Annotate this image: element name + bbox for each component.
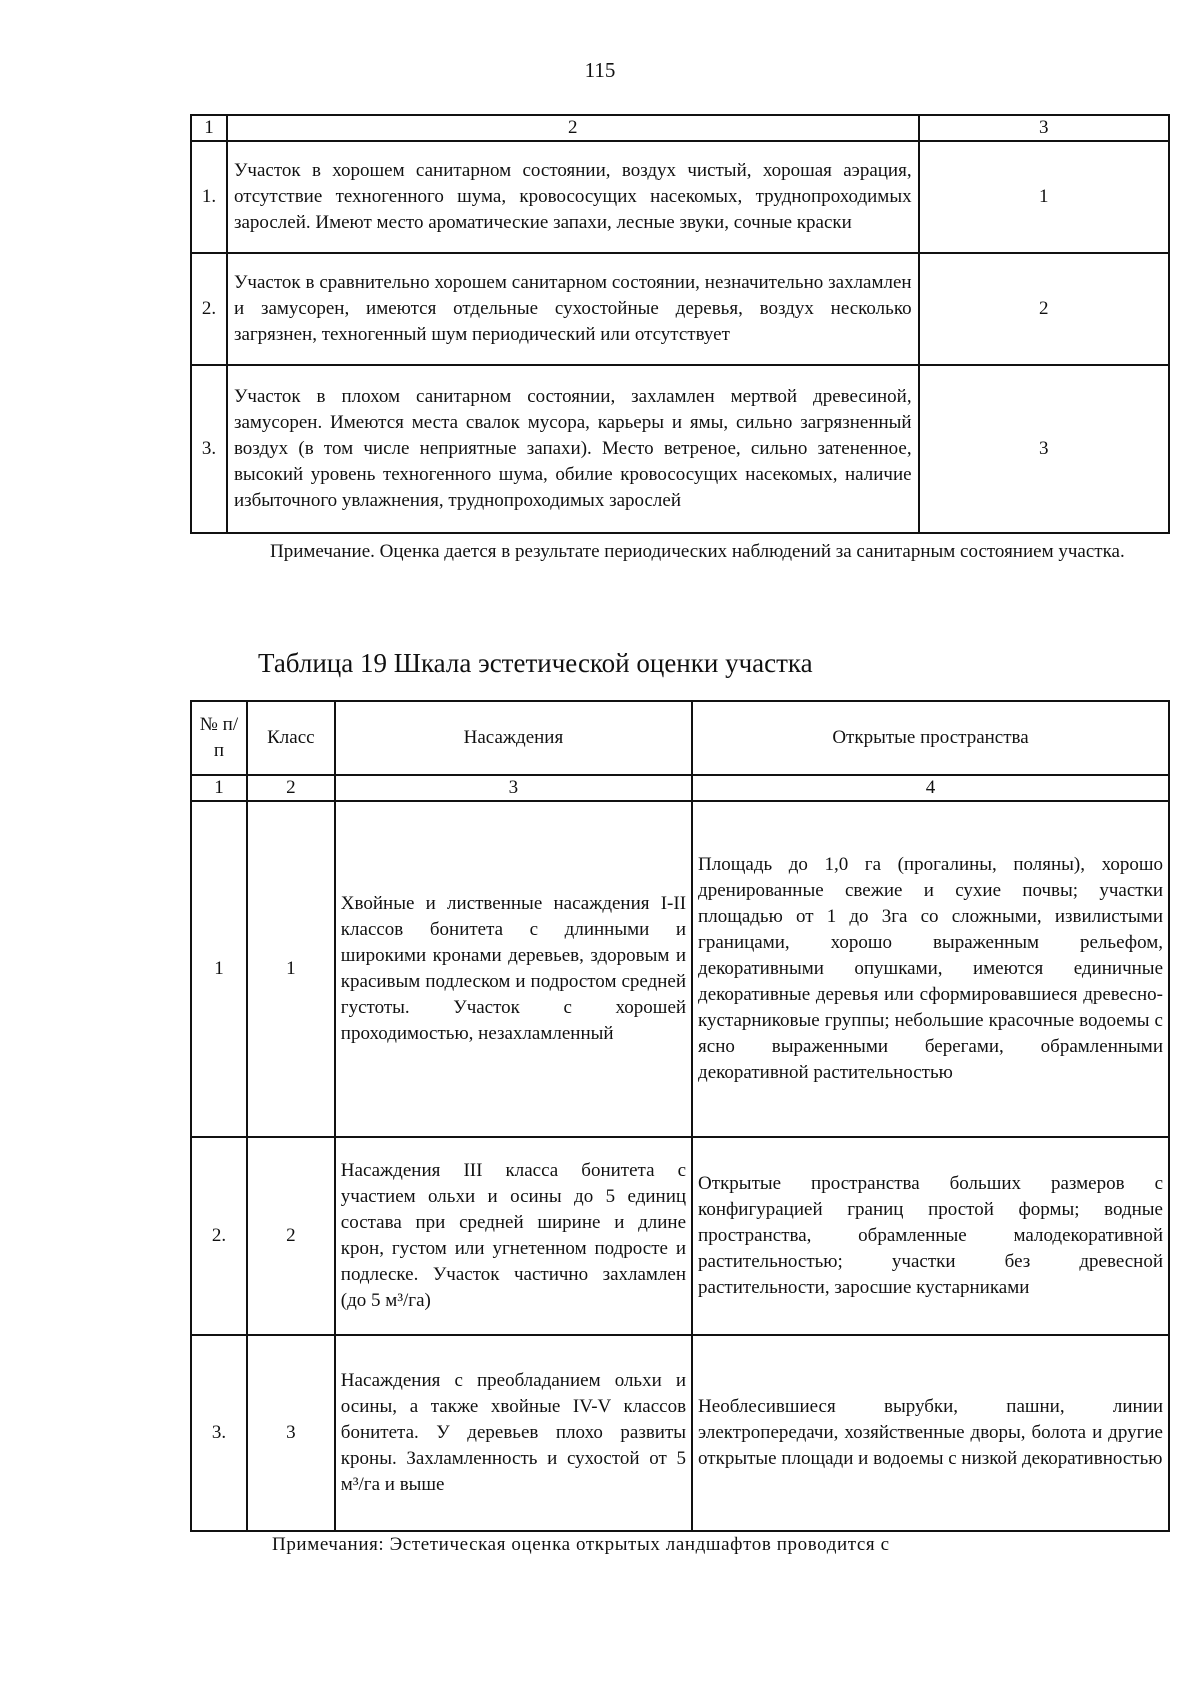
row-number: 1. <box>191 141 227 253</box>
table-row <box>191 253 1169 365</box>
table-caption: Таблица 19 Шкала эстетической оценки участка <box>258 648 813 678</box>
row-description: Участок в сравнительно хорошем санитарном состоянии, незначительно захламлен и замусорен, имеются отдельные сухостойные деревья, воздух несколько загрязнен, техногенный шум периодический или отсутствует <box>227 253 919 365</box>
table-row <box>191 365 1169 533</box>
index-cell: 3 <box>335 775 692 801</box>
table-row <box>191 141 1169 253</box>
sanitary-table <box>190 114 1170 534</box>
index-cell: 1 <box>191 775 247 801</box>
row-description: Участок в плохом санитарном состоянии, захламлен мертвой древесиной, замусорен. Имеются места свалок мусора, карьеры и ямы, сильно загрязненный воздух (в том числе неприятные запахи). Место ветреное, сильно затененное, высокий уровень техногенного шума, обилие кровососущих насекомых, наличие избыточного увлажнения, труднопроходимых зарослей <box>227 365 919 533</box>
header-class: Класс <box>247 701 335 775</box>
row-description: Участок в хорошем санитарном состоянии, воздух чистый, хорошая аэрация, отсутствие техногенного шума, кровососущих насекомых, труднопроходимых зарослей. Имеют место ароматические запахи, лесные звуки, сочные краски <box>227 141 919 253</box>
row-plantings: Насаждения с преобладанием ольхи и осины, а также хвойные IV-V классов бонитета. У деревьев плохо развиты кроны. Захламленность и сухостой от 5 м³/га и выше <box>335 1335 692 1531</box>
index-cell: 4 <box>692 775 1169 801</box>
row-number: 2. <box>191 253 227 365</box>
table-row <box>191 801 1169 1137</box>
row-plantings: Насаждения III класса бонитета с участием ольхи и осины до 5 единиц состава при средней ширине и длине крон, густом или угнетенном подросте и подлеске. Участок частично захламлен (до 5 м³/га) <box>335 1137 692 1335</box>
row-score: 2 <box>919 253 1169 365</box>
table-row <box>191 1335 1169 1531</box>
sanitary-note: Примечание. Оценка дается в результате периодических наблюдений за санитарным состоянием участка. <box>270 541 1125 562</box>
aesthetic-table <box>190 700 1170 1532</box>
row-class: 2 <box>247 1137 335 1335</box>
table-header-row <box>191 701 1169 775</box>
row-class: 1 <box>247 801 335 1137</box>
row-open-spaces: Открытые пространства больших размеров с конфигурацией границ простой формы; водные пространства, обрамленные малодекоративной растительностью; участки без древесной растительности, заросшие кустарниками <box>692 1137 1169 1335</box>
page-number: 115 <box>584 58 616 82</box>
row-open-spaces: Площадь до 1,0 га (прогалины, поляны), хорошо дренированные свежие и сухие почвы; участки площадью от 1 до 3га со сложными, извилистыми границами, хорошо выраженным рельефом, декоративными опушками, имеются единичные декоративные деревья или сформировавшиеся древесно-кустарниковые группы; небольшие красочные водоемы с ясно выраженными берегами, обрамленными декоративной растительностью <box>692 801 1169 1137</box>
index-cell: 2 <box>247 775 335 801</box>
table-header-row <box>191 115 1169 141</box>
row-number: 1 <box>191 801 247 1137</box>
header-cell: 1 <box>191 115 227 141</box>
table-index-row <box>191 775 1169 801</box>
header-number: № п/п <box>191 701 247 775</box>
row-number: 3. <box>191 365 227 533</box>
table-row <box>191 1137 1169 1335</box>
header-open-spaces: Открытые пространства <box>692 701 1169 775</box>
header-plantings: Насаждения <box>335 701 692 775</box>
row-plantings: Хвойные и лиственные насаждения I-II классов бонитета с длинными и широкими кронами деревьев, здоровым и красивым подлеском и подростом средней густоты. Участок с хорошей проходимостью, незахламленный <box>335 801 692 1137</box>
aesthetic-note: Примечания: Эстетическая оценка открытых ландшафтов проводится с <box>272 1534 890 1555</box>
row-number: 2. <box>191 1137 247 1335</box>
row-number: 3. <box>191 1335 247 1531</box>
row-score: 1 <box>919 141 1169 253</box>
row-open-spaces: Необлесившиеся вырубки, пашни, линии электропередачи, хозяйственные дворы, болота и другие открытые площади и водоемы с низкой декоративностью <box>692 1335 1169 1531</box>
row-class: 3 <box>247 1335 335 1531</box>
header-cell: 3 <box>919 115 1169 141</box>
row-score: 3 <box>919 365 1169 533</box>
header-cell: 2 <box>227 115 919 141</box>
